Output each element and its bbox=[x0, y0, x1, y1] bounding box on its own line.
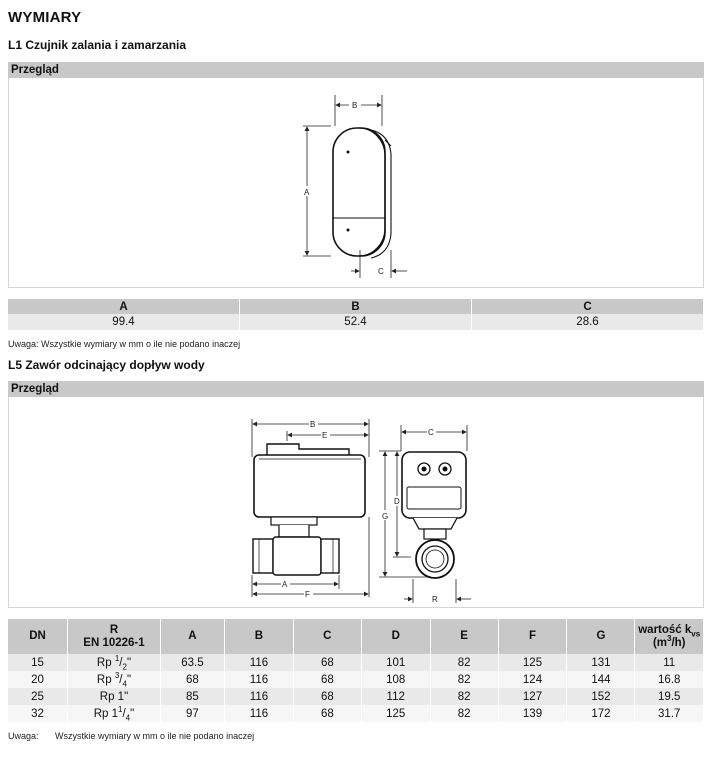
cell-a: 85 bbox=[160, 688, 224, 705]
cell-d: 101 bbox=[361, 654, 430, 671]
cell-r bbox=[68, 688, 161, 705]
cell-r-prefix: Rp 1" bbox=[99, 690, 129, 703]
cell-dn: 15 bbox=[8, 654, 68, 671]
cell-b: 116 bbox=[225, 688, 294, 705]
header-kv-line2-pre: (m bbox=[652, 636, 667, 649]
valve-dim-label-f: F bbox=[305, 590, 310, 599]
header-r-line1: R bbox=[109, 623, 119, 636]
section2-note bbox=[8, 731, 254, 741]
cell-kv: 11 bbox=[635, 654, 704, 671]
header-g: G bbox=[567, 619, 635, 654]
cell-c: 68 bbox=[293, 688, 361, 705]
cell-r-prefix: Rp bbox=[96, 656, 115, 669]
valve-dimension-drawing bbox=[9, 397, 703, 607]
section2-drawing-panel bbox=[8, 397, 704, 608]
section2-panel-header: Przegląd bbox=[8, 381, 704, 397]
cell-r: Rp $^3/_4$" bbox=[68, 671, 161, 688]
header-d: D bbox=[361, 619, 430, 654]
section1-heading: L1 Czujnik zalania i zamarzania bbox=[8, 38, 187, 52]
cell-kv: 31.7 bbox=[635, 705, 704, 722]
cell-a: 97 bbox=[160, 705, 224, 722]
cell-a: 63.5 bbox=[160, 654, 224, 671]
cell-r-denominator: 4 bbox=[125, 712, 131, 722]
table-row bbox=[8, 671, 704, 688]
dim-label-c: C bbox=[378, 267, 384, 276]
cell-r-prefix: Rp bbox=[96, 673, 115, 686]
cell-r-prefix: Rp 1 bbox=[93, 707, 119, 720]
cell-c: 68 bbox=[293, 671, 361, 688]
header-f: F bbox=[498, 619, 567, 654]
valve-dim-label-c: C bbox=[428, 428, 434, 437]
cell-kv: 19.5 bbox=[635, 688, 704, 705]
cell-d: 112 bbox=[361, 688, 430, 705]
valve-dim-label-r: R bbox=[432, 595, 438, 604]
header-kv bbox=[635, 619, 704, 654]
cell-b: 116 bbox=[225, 705, 294, 722]
cell-r: Rp $^1/_2$" bbox=[68, 654, 161, 671]
cell-f: 125 bbox=[498, 654, 567, 671]
cell-r: Rp $1^1/_4$" bbox=[68, 705, 161, 722]
cell-e: 82 bbox=[430, 654, 498, 671]
cell-e: 82 bbox=[430, 671, 498, 688]
cell-f: 139 bbox=[498, 705, 567, 722]
cell-dn: 25 bbox=[8, 688, 68, 705]
header-kv-line1: wartość k bbox=[638, 623, 692, 636]
cell-b: 116 bbox=[225, 654, 294, 671]
header-a: A bbox=[8, 299, 240, 314]
value-b: 52.4 bbox=[240, 314, 472, 330]
cell-e: 82 bbox=[430, 688, 498, 705]
valve-dim-label-a: A bbox=[282, 580, 288, 589]
cell-c: 68 bbox=[293, 654, 361, 671]
cell-dn: 20 bbox=[8, 671, 68, 688]
dim-label-a: A bbox=[304, 188, 310, 197]
header-r-line2: EN 10226-1 bbox=[83, 636, 145, 649]
cell-r-numerator: 1 bbox=[114, 653, 120, 663]
header-kv-line2-post: /h) bbox=[671, 636, 686, 649]
table-row bbox=[8, 688, 704, 705]
sensor-dimension-drawing bbox=[9, 78, 703, 287]
cell-f: 124 bbox=[498, 671, 567, 688]
cell-f: 127 bbox=[498, 688, 567, 705]
header-b: B bbox=[240, 299, 472, 314]
valve-dim-label-e: E bbox=[322, 431, 328, 440]
page-title: WYMIARY bbox=[8, 9, 82, 26]
cell-d: 125 bbox=[361, 705, 430, 722]
section1-note: Uwaga: Wszystkie wymiary w mm o ile nie podano inaczej bbox=[8, 339, 241, 349]
table-row bbox=[8, 705, 704, 722]
cell-dn: 32 bbox=[8, 705, 68, 722]
value-a: 99.4 bbox=[8, 314, 240, 330]
cell-r-denominator: 4 bbox=[122, 678, 127, 688]
header-c: C bbox=[293, 619, 361, 654]
cell-kv: 16.8 bbox=[635, 671, 704, 688]
valve-dim-label-d: D bbox=[394, 497, 400, 506]
cell-r-suffix: " bbox=[126, 656, 132, 669]
cell-r-numerator: 1 bbox=[118, 704, 123, 714]
sensor-dimensions-table bbox=[8, 299, 704, 330]
cell-a: 68 bbox=[160, 671, 224, 688]
table-row bbox=[8, 654, 704, 671]
cell-r-suffix: " bbox=[130, 707, 135, 720]
cell-c: 68 bbox=[293, 705, 361, 722]
cell-g: 172 bbox=[567, 705, 635, 722]
header-c: C bbox=[472, 299, 704, 314]
section2-note-label: Uwaga: bbox=[8, 731, 39, 741]
cell-b: 116 bbox=[225, 671, 294, 688]
header-e: E bbox=[430, 619, 498, 654]
cell-r-suffix: " bbox=[126, 673, 132, 686]
dim-label-b: B bbox=[352, 101, 358, 110]
cell-e: 82 bbox=[430, 705, 498, 722]
valve-dim-label-b: B bbox=[310, 420, 316, 429]
header-kv-sub: vs bbox=[691, 628, 701, 638]
header-b: B bbox=[225, 619, 294, 654]
valve-dimensions-table bbox=[8, 619, 704, 722]
header-a: A bbox=[160, 619, 224, 654]
cell-r-denominator: 2 bbox=[122, 661, 127, 671]
section1-drawing-panel bbox=[8, 78, 704, 288]
header-r bbox=[68, 619, 161, 654]
cell-g: 131 bbox=[567, 654, 635, 671]
cell-d: 108 bbox=[361, 671, 430, 688]
section1-panel-header: Przegląd bbox=[8, 62, 704, 78]
valve-dim-label-g: G bbox=[382, 512, 389, 521]
value-c: 28.6 bbox=[472, 314, 704, 330]
header-kv-sup: 3 bbox=[667, 633, 672, 643]
cell-g: 144 bbox=[567, 671, 635, 688]
section2-note-text: Wszystkie wymiary w mm o ile nie podano inaczej bbox=[55, 731, 255, 741]
section2-heading: L5 Zawór odcinający dopływ wody bbox=[8, 358, 205, 372]
cell-r-numerator: 3 bbox=[114, 670, 120, 680]
header-dn: DN bbox=[8, 619, 68, 654]
cell-g: 152 bbox=[567, 688, 635, 705]
